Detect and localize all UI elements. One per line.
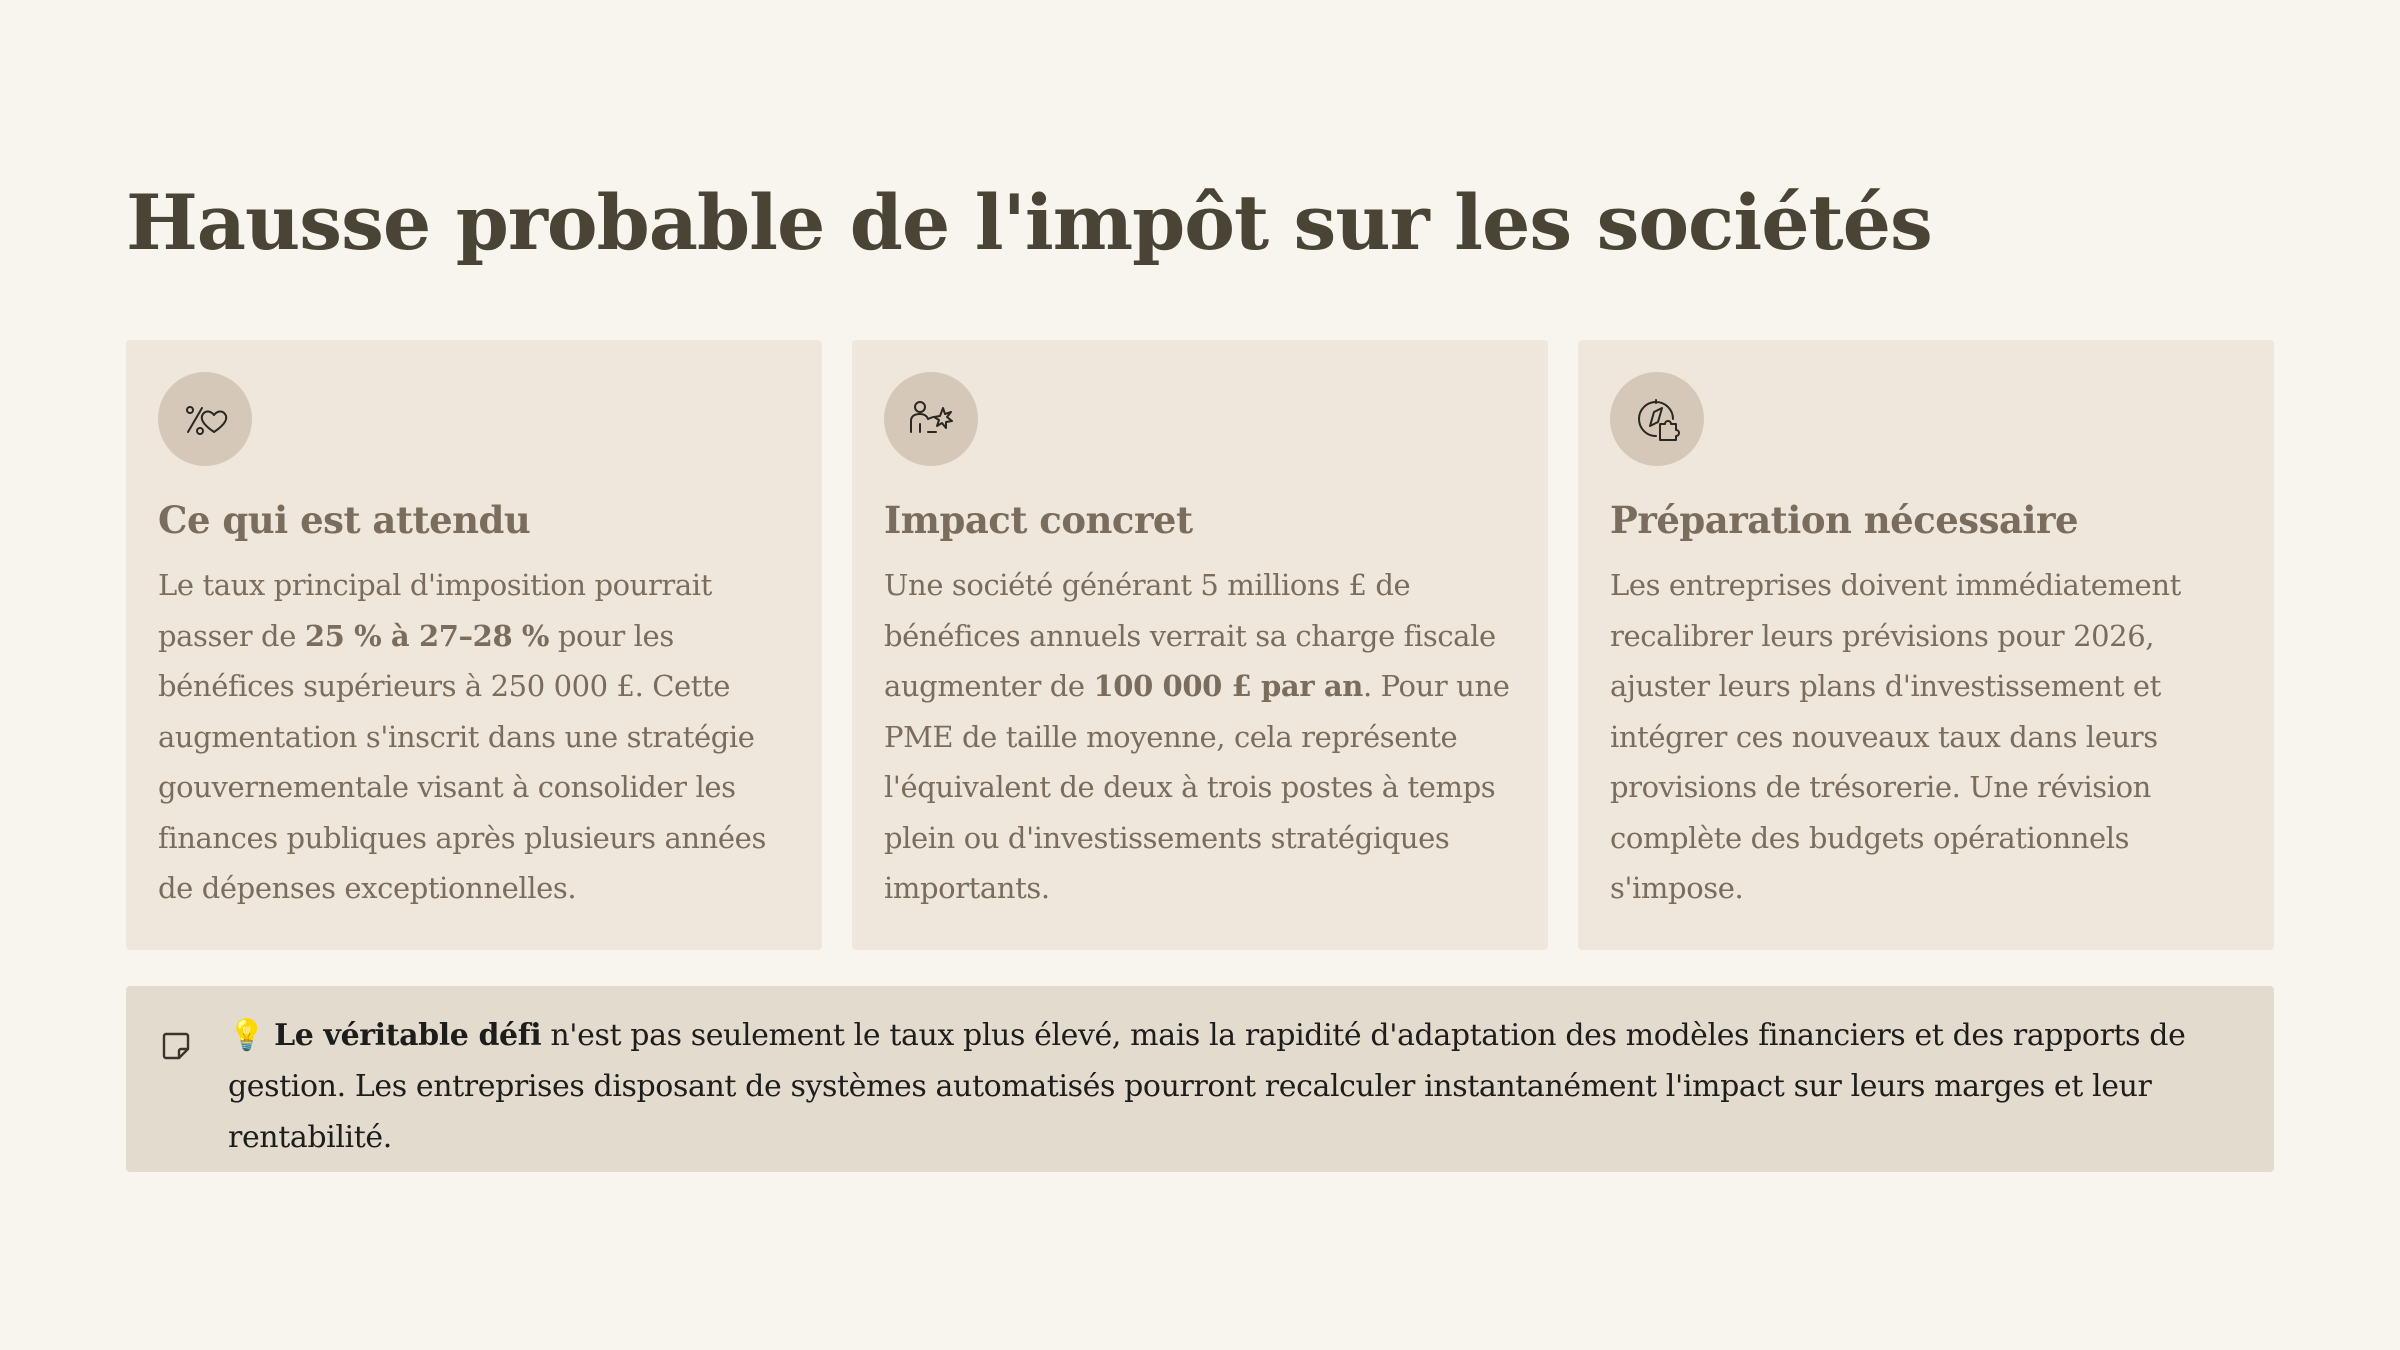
callout-bold: Le véritable défi [274, 1018, 542, 1053]
highlight-rate: 25 % à 27–28 % [304, 618, 550, 653]
percent-heart-icon [158, 372, 252, 466]
person-impact-icon [884, 372, 978, 466]
card-expected [126, 340, 822, 950]
card-body: Une société générant 5 millions £ de bénéfices annuels verrait sa charge fiscale augmenter de 100 000 £ par an. Pour une PME de taille moyenne, cela représente l'équivalent de deux à trois postes à temps plein ou d'investissements stratégiques importants. [884, 568, 1510, 905]
page-title: Hausse probable de l'impôt sur les sociétés [126, 178, 1932, 267]
highlight-amount: 100 000 £ par an [1093, 669, 1363, 703]
card-title: Préparation nécessaire [1610, 498, 2079, 542]
card-impact [852, 340, 1548, 950]
card-preparation [1578, 340, 2274, 950]
cards-row [126, 340, 2274, 950]
card-body: Les entreprises doivent immédiatement recalibrer leurs prévisions pour 2026, ajuster leurs plans d'investissement et intégrer ces nouveaux taux dans leurs provisions de trésorerie. Une révision complète des budgets opérationnels s'impose. [1610, 568, 2181, 905]
card-title: Ce qui est attendu [158, 498, 531, 542]
lightbulb-icon: 💡 [228, 1018, 265, 1053]
card-title: Impact concret [884, 498, 1193, 542]
compass-puzzle-icon [1610, 372, 1704, 466]
callout-text: 💡 Le véritable défi n'est pas seulement le taux plus élevé, mais la rapidité d'adaptation des modèles financiers et des rapports de gestion. Les entreprises disposant de systèmes automatisés pourront recalculer instantanément l'impact sur leurs marges et leur rentabilité. [228, 1018, 2186, 1155]
card-body: Le taux principal d'imposition pourrait passer de 25 % à 27–28 % pour les bénéfices supérieurs à 250 000 £. Cette augmentation s'inscrit dans une stratégie gouvernementale visant à consolider les finances publiques après plusieurs années de dépenses exceptionnelles. [158, 568, 766, 905]
note-icon [160, 1030, 192, 1062]
callout-box [126, 986, 2274, 1172]
